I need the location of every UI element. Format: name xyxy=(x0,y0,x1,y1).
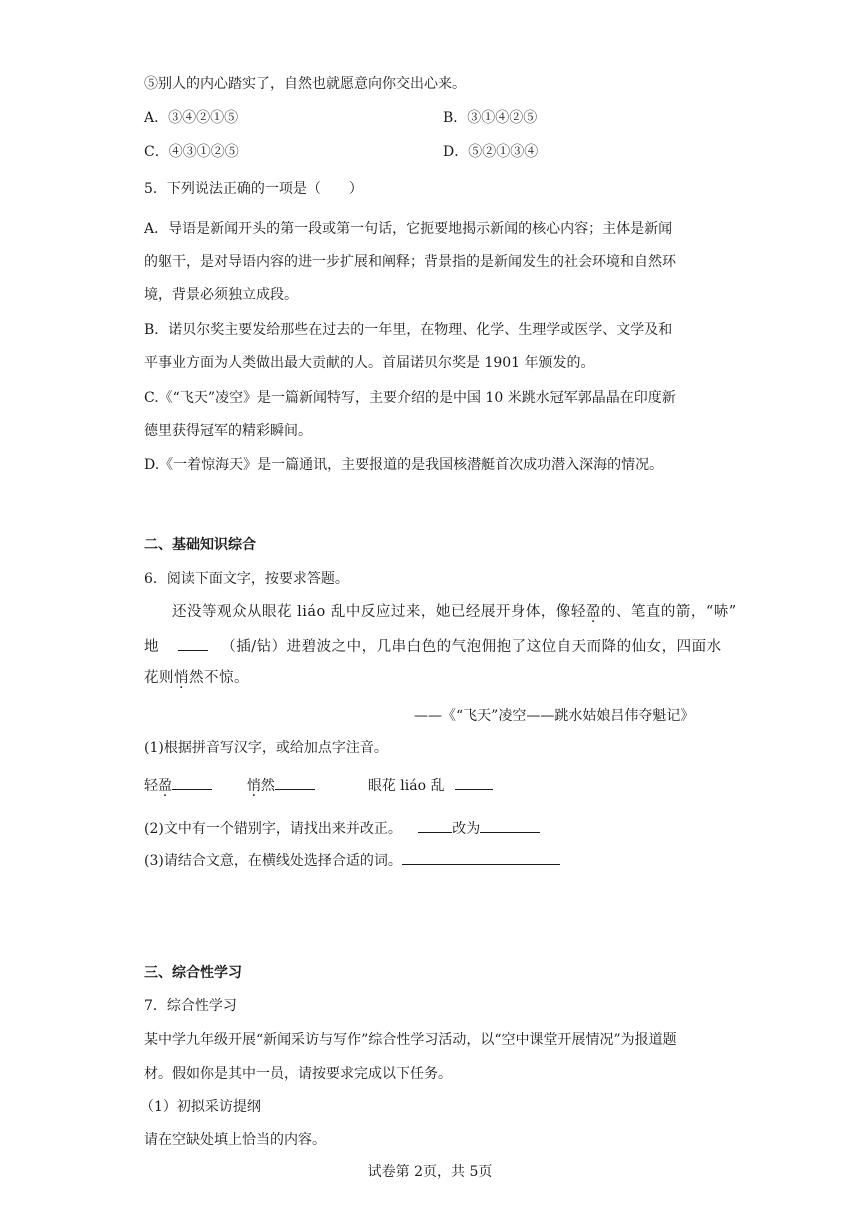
q5-option-c-line-1: C.《“飞天”凌空》是一篇新闻特写，主要介绍的是中国 10 米跳水冠军郭晶晶在印度新 xyxy=(144,390,676,406)
q6-passage-text: 还没等观众从眼花 liáo 乱中反应过来，她已经展开身体，像轻 xyxy=(172,604,586,620)
word-2: 然 xyxy=(260,778,275,794)
q7-paragraph-line-1: 某中学九年级开展“新闻采访与写作”综合性学习活动，以“空中课堂开展情况”为报道题 xyxy=(144,1032,677,1048)
q5-option-b-line-2: 平事业方面为人类做出最大贡献的人。首届诺贝尔奖是 1901 年颁发的。 xyxy=(144,355,595,371)
q5-option-b-line-1: B．诺贝尔奖主要发给那些在过去的一年里，在物理、化学、生理学或医学、文学及和 xyxy=(144,322,673,338)
dotted-char: 盈 xyxy=(158,778,172,794)
q6-sub-question-2 xyxy=(144,818,540,839)
q6-sub-question-3 xyxy=(144,850,560,871)
q6-passage-text: 然不惊。 xyxy=(189,670,249,686)
word-choice-blank[interactable] xyxy=(402,850,560,865)
word-1: 轻 xyxy=(144,778,158,794)
q4-item-5: ⑤别人的内心踏实了，自然也就愿意向你交出心来。 xyxy=(144,76,466,92)
q6-sub-question-1: (1)根据拼音写汉字，或给加点字注音。 xyxy=(144,740,388,756)
q4-option-b: B．③①④②⑤ xyxy=(443,110,538,126)
q5-option-d-line-1: D.《一着惊海天》是一篇通讯，主要报道的是我国核潜艇首次成功潜入深海的情况。 xyxy=(144,457,664,473)
section-2-heading: 二、基础知识综合 xyxy=(144,537,256,553)
answer-blank-3[interactable] xyxy=(455,775,493,790)
dotted-char: 悄 xyxy=(246,778,261,794)
q6-fill-blank[interactable] xyxy=(178,636,208,651)
q5-option-c-line-2: 德里获得冠军的精彩瞬间。 xyxy=(144,423,312,439)
q6-passage-text: 花则 xyxy=(144,670,174,686)
q6-passage-text: 的、笔直的箭，“哧” xyxy=(600,604,737,620)
q6-passage-line-2 xyxy=(144,636,722,657)
section-3-heading: 三、综合性学习 xyxy=(144,965,242,981)
q6-passage-line-3 xyxy=(144,668,249,688)
correct-char-blank[interactable] xyxy=(480,818,540,833)
q5-option-a-line-2: 的躯干，是对导语内容的进一步扩展和阐释；背景指的是新闻发生的社会环境和自然环 xyxy=(144,254,676,270)
answer-blank-2[interactable] xyxy=(275,775,315,790)
wrong-char-blank[interactable] xyxy=(418,818,452,833)
sub-question-text: (3)请结合文意，在横线处选择合适的词。 xyxy=(144,853,402,869)
q4-option-c: C．④③①②⑤ xyxy=(144,144,239,160)
q7-stem: 7．综合性学习 xyxy=(144,998,237,1014)
q6-passage-text: 地 xyxy=(144,639,159,655)
q6-stem: 6．阅读下面文字，按要求答题。 xyxy=(144,571,349,587)
q6-passage-line-1 xyxy=(172,602,737,622)
q5-option-a-line-1: A．导语是新闻开头的第一段或第一句话，它扼要地揭示新闻的核心内容；主体是新闻 xyxy=(144,221,673,237)
dotted-char: 悄 xyxy=(174,670,189,686)
word-3: 眼花 liáo 乱 xyxy=(367,778,445,794)
q7-sub1-instruction: 请在空缺处填上恰当的内容。 xyxy=(144,1132,326,1148)
q6-passage-text: （插/钻）进碧波之中，几串白色的气泡佣抱了这位自天而降的仙女，四面水 xyxy=(221,639,722,655)
page-footer: 试卷第 2页，共 5页 xyxy=(367,1164,493,1180)
dotted-char: 盈 xyxy=(585,604,601,620)
change-to-label: 改为 xyxy=(452,821,481,837)
q7-paragraph-line-2: 材。假如你是其中一员，请按要求完成以下任务。 xyxy=(144,1066,452,1082)
q5-stem: 5．下列说法正确的一项是（ ） xyxy=(144,181,363,197)
q6-source: ——《“飞天”凌空——跳水姑娘吕伟夺魁记》 xyxy=(414,708,695,724)
q7-sub-question-1: （1）初拟采访提纲 xyxy=(140,1099,261,1115)
sub-question-text: (2)文中有一个错别字，请找出来并改正。 xyxy=(144,821,402,837)
q4-option-d: D．⑤②①③④ xyxy=(443,144,539,160)
q6-sub1-answers xyxy=(144,775,493,796)
q5-option-a-line-3: 境，背景必须独立成段。 xyxy=(144,287,298,303)
q4-option-a: A．③④②①⑤ xyxy=(144,110,239,126)
answer-blank-1[interactable] xyxy=(172,775,212,790)
